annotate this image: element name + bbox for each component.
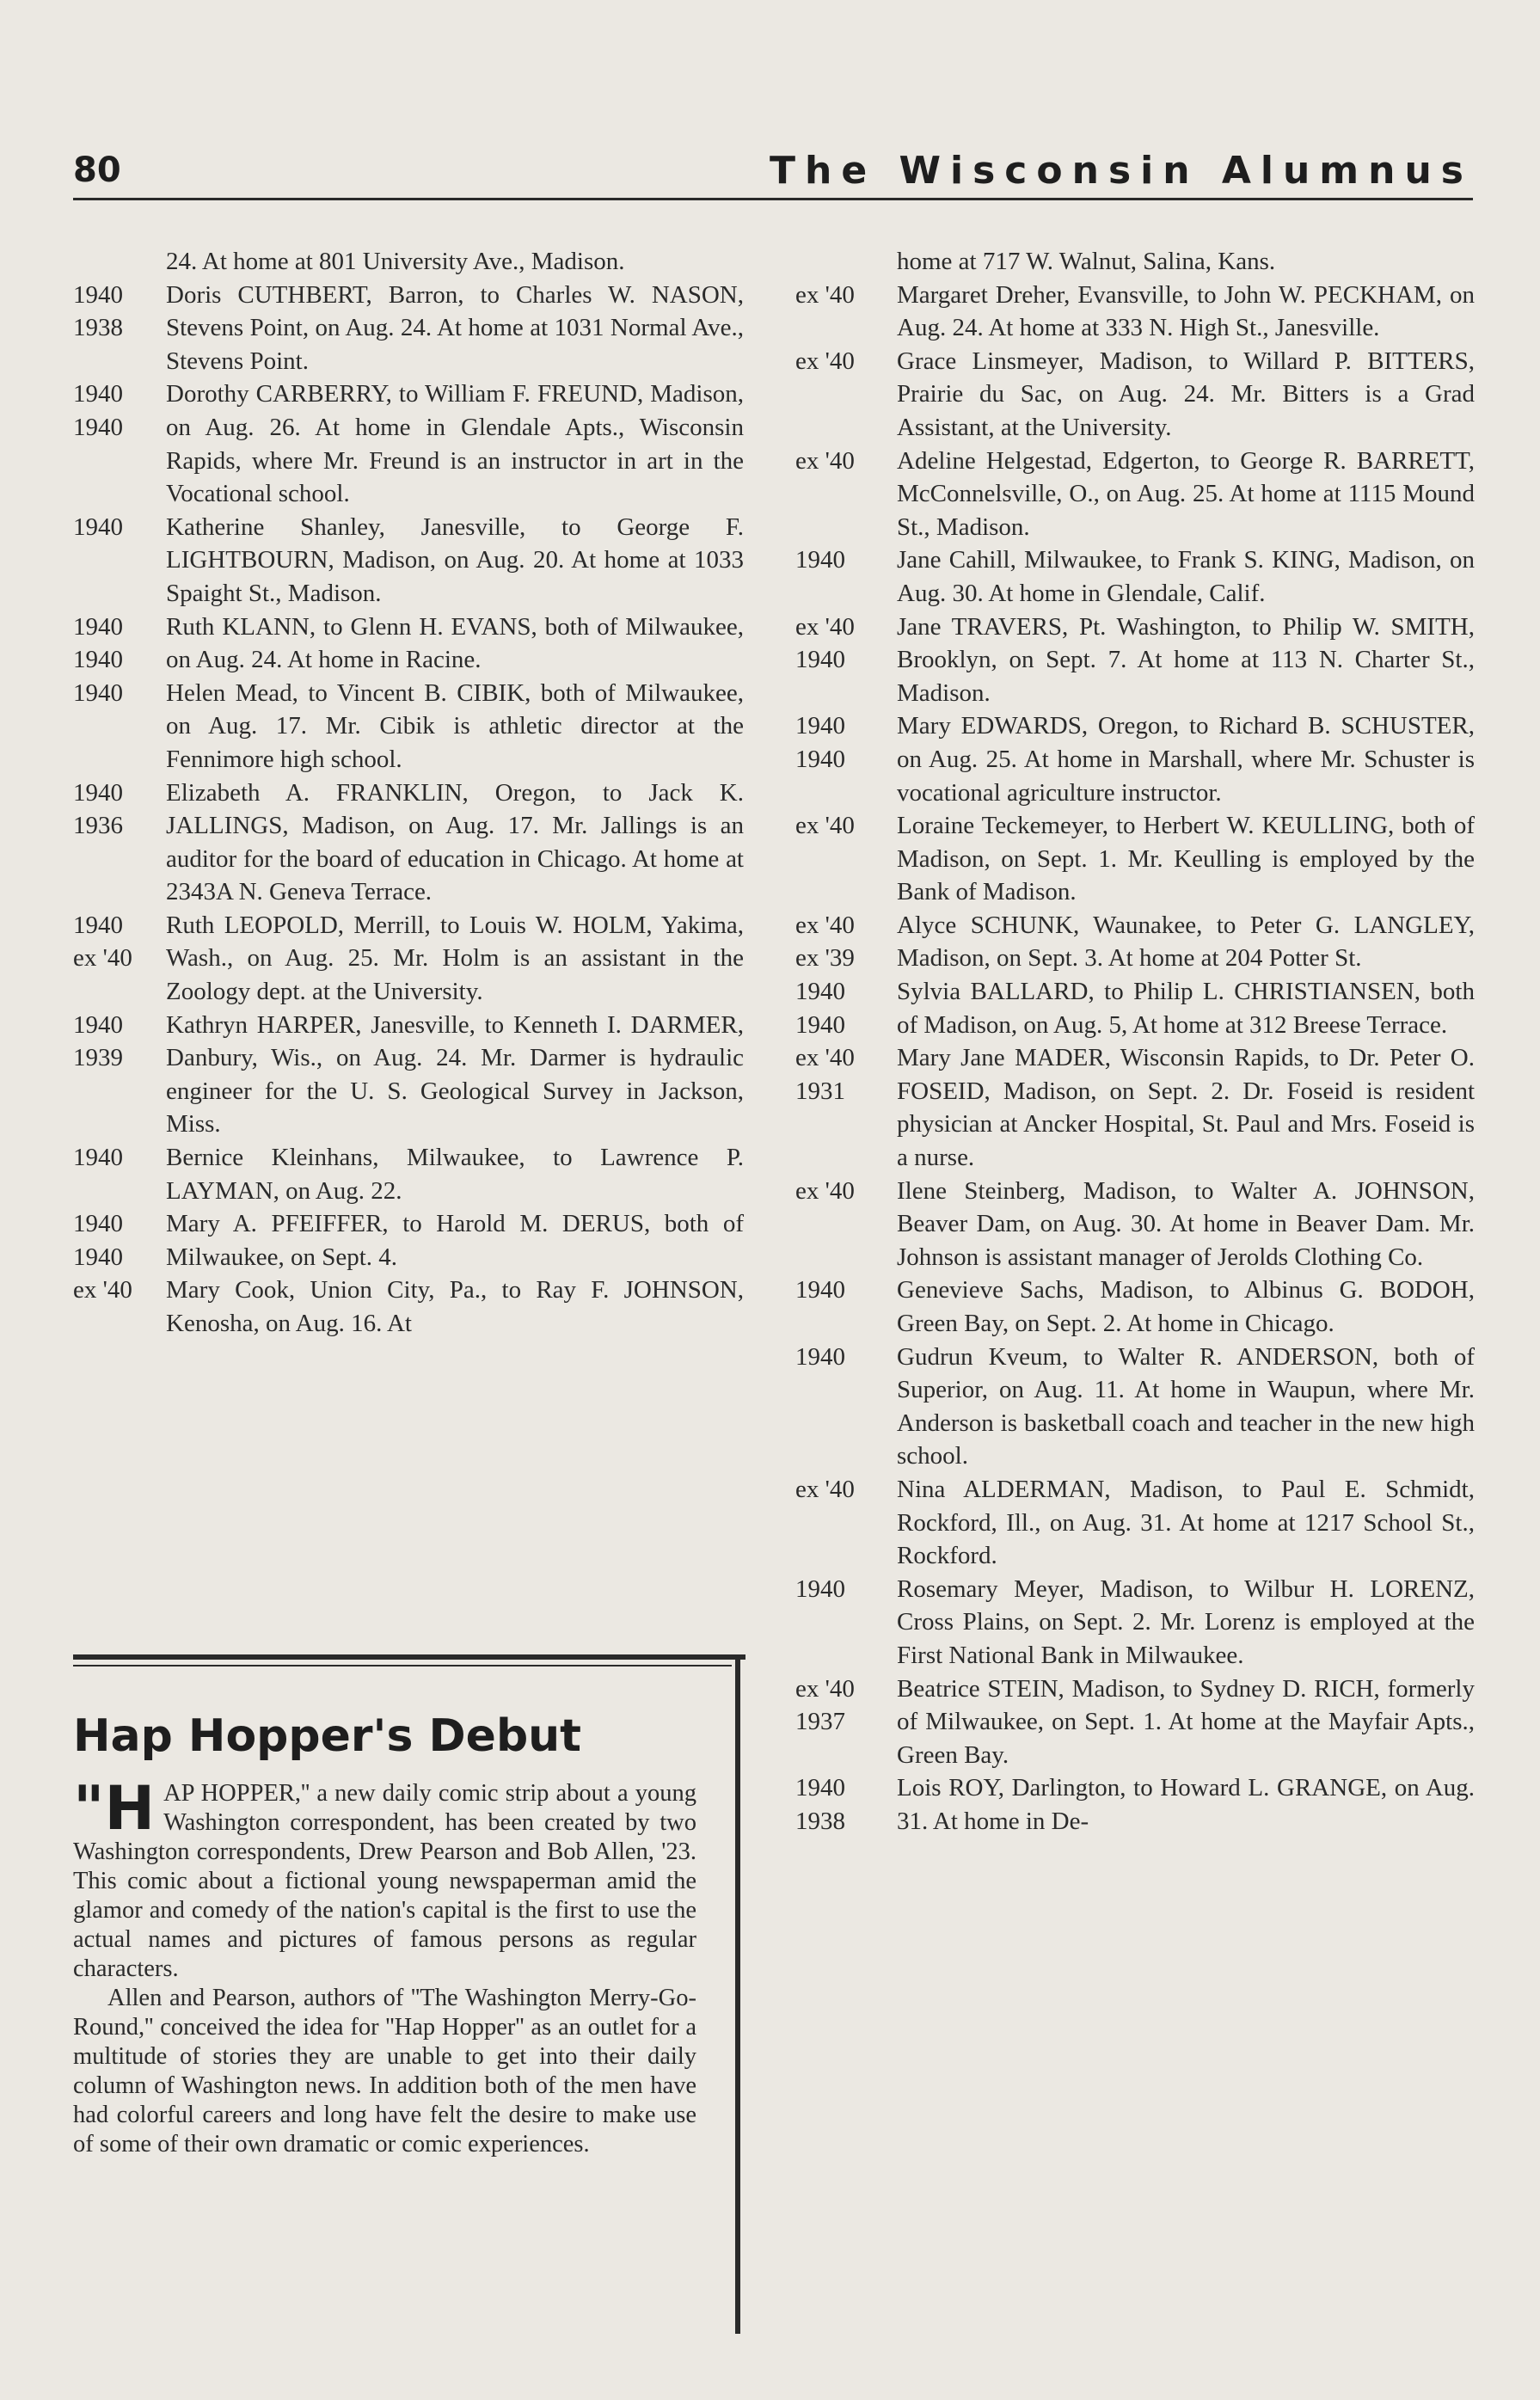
class-year: 1940 <box>73 280 123 309</box>
class-year: 1940 <box>73 380 123 408</box>
announcement-text: Rosemary Meyer, Madison, to Wilbur H. LORENZ, Cross Plains, on Sept. 2. Mr. Lorenz is employed at the First National Bank in Milwaukee. <box>897 1574 1475 1669</box>
class-years <box>795 1341 897 1473</box>
class-year: 1940 <box>795 1342 845 1371</box>
class-year: 1940 <box>73 1210 123 1238</box>
announcement-text: home at 717 W. Walnut, Salina, Kans. <box>897 248 1276 275</box>
announcement-text: Ilene Steinberg, Madison, to Walter A. JOHNSON, Beaver Dam, on Aug. 30. At home in Beaver Dam. Mr. Johnson is assistant manager of Jerolds Clothing Co. <box>897 1176 1475 1271</box>
right-entry <box>795 909 1475 975</box>
class-year: ex '40 <box>795 612 855 641</box>
class-years <box>73 677 166 776</box>
class-year: 1940 <box>795 745 845 773</box>
drop-cap: "H <box>73 1773 156 1844</box>
class-year: 1940 <box>73 612 123 641</box>
sidebar-article <box>73 1707 696 2159</box>
class-years <box>795 909 897 975</box>
class-years <box>73 1207 166 1274</box>
class-year: ex '40 <box>795 1044 855 1072</box>
left-entry <box>73 1009 744 1141</box>
class-year: ex '40 <box>795 812 855 840</box>
right-entry <box>795 445 1475 544</box>
announcement-text: Gudrun Kveum, to Walter R. ANDERSON, both of Superior, on Aug. 11. At home in Waupun, where Mr. Anderson is basketball coach and teacher in the new high school. <box>897 1342 1475 1470</box>
announcement-text: 24. At home at 801 University Ave., Madison. <box>166 248 625 275</box>
class-years <box>795 445 897 544</box>
announcement-text: Lois ROY, Darlington, to Howard L. GRANGE, on Aug. 31. At home in De- <box>897 1774 1475 1835</box>
class-year: 1939 <box>73 1044 123 1072</box>
class-years <box>73 611 166 677</box>
right-entry <box>795 975 1475 1041</box>
left-entry <box>73 511 744 611</box>
class-year: ex '39 <box>795 944 855 973</box>
class-year: ex '40 <box>795 280 855 309</box>
class-years <box>795 1473 897 1573</box>
class-years <box>795 245 897 279</box>
class-years <box>73 511 166 611</box>
right-entry <box>795 709 1475 809</box>
class-years <box>73 245 166 279</box>
left-entry <box>73 1274 744 1340</box>
class-year: 1940 <box>795 1010 845 1039</box>
class-year: ex '40 <box>795 446 855 475</box>
class-year: 1940 <box>73 678 123 707</box>
sidebar-box-right-rule <box>735 1654 740 2334</box>
class-year: 1940 <box>795 646 845 674</box>
left-entry <box>73 776 744 909</box>
class-year: 1940 <box>73 646 123 674</box>
sidebar-box-inner-rule <box>73 1665 732 1666</box>
right-entry <box>795 543 1475 610</box>
announcement-text: Jane TRAVERS, Pt. Washington, to Philip W. SMITH, Brooklyn, on Sept. 7. At home at 113 N. Charter St., Madison. <box>897 612 1475 707</box>
class-year: 1940 <box>795 978 845 1006</box>
class-years <box>795 709 897 809</box>
class-year: ex '40 <box>795 347 855 375</box>
class-year: 1931 <box>795 1077 845 1105</box>
class-years <box>795 611 897 710</box>
class-year: 1940 <box>73 413 123 441</box>
class-years <box>73 377 166 510</box>
sidebar-paragraph-2: Allen and Pearson, authors of ''The Washington Merry-Go-Round,'' conceived the idea for ''Hap Hopper'' as an outlet for a multitude of stories they are unable to get into their daily column of Washington news. In addition both of the men have had colorful careers and long have felt the desire to make use of some of their own dramatic or comic experiences. <box>73 1985 696 2158</box>
class-year: ex '40 <box>795 1475 855 1503</box>
sidebar-paragraph-1 <box>73 1773 696 1984</box>
class-years <box>795 1041 897 1174</box>
class-years <box>795 1175 897 1274</box>
class-year: 1940 <box>795 1774 845 1802</box>
announcement-text: Doris CUTHBERT, Barron, to Charles W. NASON, Stevens Point, on Aug. 24. At home at 1031 Normal Ave., Stevens Point. <box>166 280 744 375</box>
announcement-text: Kathryn HARPER, Janesville, to Kenneth I. DARMER, Danbury, Wis., on Aug. 24. Mr. Darmer is hydraulic engineer for the U. S. Geological Survey in Jackson, Miss. <box>166 1010 744 1139</box>
right-entry <box>795 245 1475 279</box>
announcement-text: Elizabeth A. FRANKLIN, Oregon, to Jack K. JALLINGS, Madison, on Aug. 17. Mr. Jallings is an auditor for the board of education in Chicago. At home at 2343A N. Geneva Terrace. <box>166 778 744 906</box>
class-year: 1938 <box>73 314 123 342</box>
sidebar-box-top-rule <box>73 1654 745 1660</box>
header-rule <box>73 198 1473 200</box>
announcement-text: Margaret Dreher, Evansville, to John W. PECKHAM, on Aug. 24. At home at 333 N. High St., Janesville. <box>897 280 1475 342</box>
class-year: 1940 <box>73 778 123 807</box>
announcement-text: Mary Cook, Union City, Pa., to Ray F. JOHNSON, Kenosha, on Aug. 16. At <box>166 1276 744 1337</box>
right-column <box>795 245 1475 1838</box>
class-years <box>73 776 166 909</box>
announcement-text: Alyce SCHUNK, Waunakee, to Peter G. LANGLEY, Madison, on Sept. 3. At home at 204 Potter St. <box>897 911 1475 973</box>
right-entry <box>795 1573 1475 1673</box>
class-year: ex '40 <box>73 944 132 973</box>
class-years <box>73 1274 166 1340</box>
class-year: 1940 <box>795 1276 845 1304</box>
announcement-text: Dorothy CARBERRY, to William F. FREUND, Madison, on Aug. 26. At home in Glendale Apts., Wisconsin Rapids, where Mr. Freund is an instructor in art in the Vocational school. <box>166 380 744 508</box>
announcement-text: Mary A. PFEIFFER, to Harold M. DERUS, both of Milwaukee, on Sept. 4. <box>166 1210 744 1271</box>
left-entry <box>73 377 744 510</box>
announcement-text: Nina ALDERMAN, Madison, to Paul E. Schmidt, Rockford, Ill., on Aug. 31. At home at 1217 School St., Rockford. <box>897 1475 1475 1570</box>
class-years <box>795 1771 897 1838</box>
class-years <box>795 1573 897 1673</box>
left-entry <box>73 677 744 776</box>
magazine-title: The Wisconsin Alumnus <box>770 149 1473 193</box>
left-entry <box>73 245 744 279</box>
announcement-text: Katherine Shanley, Janesville, to George F. LIGHTBOURN, Madison, on Aug. 20. At home at 1033 Spaight St., Madison. <box>166 513 744 607</box>
right-entry <box>795 345 1475 445</box>
class-years <box>73 279 166 378</box>
class-years <box>795 345 897 445</box>
right-entry <box>795 1274 1475 1340</box>
class-year: 1940 <box>795 1574 845 1603</box>
right-entry <box>795 1175 1475 1274</box>
announcement-text: Jane Cahill, Milwaukee, to Frank S. KING, Madison, on Aug. 30. At home in Glendale, Calif. <box>897 546 1475 607</box>
left-entry <box>73 909 744 1009</box>
announcement-text: Ruth LEOPOLD, Merrill, to Louis W. HOLM, Yakima, Wash., on Aug. 25. Mr. Holm is an assistant in the Zoology dept. at the University. <box>166 911 744 1006</box>
class-years <box>795 279 897 345</box>
class-year: 1940 <box>795 712 845 740</box>
right-entry <box>795 611 1475 710</box>
class-years <box>73 909 166 1009</box>
page-number: 80 <box>73 150 121 190</box>
class-year: 1940 <box>73 911 123 939</box>
class-years <box>795 1274 897 1340</box>
sidebar-paragraph-1-text: AP HOPPER,'' a new daily comic strip about a young Washington correspondent, has been created by two Washington correspondents, Drew Pearson and Bob Allen, '23. This comic about a fictional young newspaperman amid the glamor and comedy of the nation's capital is the first to use the actual names and pictures of famous persons as regular characters. <box>73 1780 696 1982</box>
announcement-text: Bernice Kleinhans, Milwaukee, to Lawrence P. LAYMAN, on Aug. 22. <box>166 1144 744 1205</box>
page-header <box>73 142 1473 202</box>
class-years <box>795 1673 897 1772</box>
announcement-text: Sylvia BALLARD, to Philip L. CHRISTIANSEN, both of Madison, on Aug. 5, At home at 312 Breese Terrace. <box>897 978 1475 1039</box>
announcement-text: Adeline Helgestad, Edgerton, to George R. BARRETT, McConnelsville, O., on Aug. 25. At home at 1115 Mound St., Madison. <box>897 446 1475 541</box>
class-year: ex '40 <box>795 1674 855 1703</box>
right-entry <box>795 809 1475 909</box>
sidebar-title: Hap Hopper's Debut <box>73 1710 582 1762</box>
class-years <box>73 1141 166 1207</box>
announcement-text: Mary Jane MADER, Wisconsin Rapids, to Dr. Peter O. FOSEID, Madison, on Sept. 2. Dr. Foseid is resident physician at Ancker Hospital, St. Paul and Mrs. Foseid is a nurse. <box>897 1044 1475 1172</box>
class-years <box>73 1009 166 1141</box>
class-year: 1938 <box>795 1807 845 1835</box>
announcement-text: Loraine Teckemeyer, to Herbert W. KEULLING, both of Madison, on Sept. 1. Mr. Keulling is employed by the Bank of Madison. <box>897 812 1475 906</box>
right-entry <box>795 1473 1475 1573</box>
left-entry <box>73 1207 744 1274</box>
class-year: 1937 <box>795 1708 845 1736</box>
left-entry <box>73 611 744 677</box>
class-year: 1940 <box>73 1010 123 1039</box>
right-entry <box>795 1041 1475 1174</box>
class-year: 1940 <box>73 1243 123 1271</box>
right-entry <box>795 279 1475 345</box>
announcement-text: Helen Mead, to Vincent B. CIBIK, both of Milwaukee, on Aug. 17. Mr. Cibik is athletic director at the Fennimore high school. <box>166 678 744 773</box>
class-years <box>795 543 897 610</box>
announcement-text: Beatrice STEIN, Madison, to Sydney D. RICH, formerly of Milwaukee, on Sept. 1. At home at the Mayfair Apts., Green Bay. <box>897 1674 1475 1769</box>
class-year: 1936 <box>73 812 123 840</box>
announcement-text: Genevieve Sachs, Madison, to Albinus G. BODOH, Green Bay, on Sept. 2. At home in Chicago. <box>897 1276 1475 1337</box>
announcement-text: Mary EDWARDS, Oregon, to Richard B. SCHUSTER, on Aug. 25. At home in Marshall, where Mr. Schuster is vocational agriculture instructor. <box>897 712 1475 807</box>
class-years <box>795 975 897 1041</box>
class-year: ex '40 <box>795 911 855 939</box>
class-year: 1940 <box>73 1144 123 1172</box>
right-entry <box>795 1771 1475 1838</box>
announcement-text: Ruth KLANN, to Glenn H. EVANS, both of Milwaukee, on Aug. 24. At home in Racine. <box>166 612 744 674</box>
left-column <box>73 245 744 1341</box>
left-entry <box>73 1141 744 1207</box>
right-entry <box>795 1673 1475 1772</box>
left-entry <box>73 279 744 378</box>
class-year: ex '40 <box>73 1276 132 1304</box>
right-entry <box>795 1341 1475 1473</box>
class-year: ex '40 <box>795 1176 855 1205</box>
announcement-text: Grace Linsmeyer, Madison, to Willard P. BITTERS, Prairie du Sac, on Aug. 24. Mr. Bitters is a Grad Assistant, at the University. <box>897 347 1475 441</box>
class-year: 1940 <box>795 546 845 574</box>
class-year: 1940 <box>73 513 123 541</box>
class-years <box>795 809 897 909</box>
